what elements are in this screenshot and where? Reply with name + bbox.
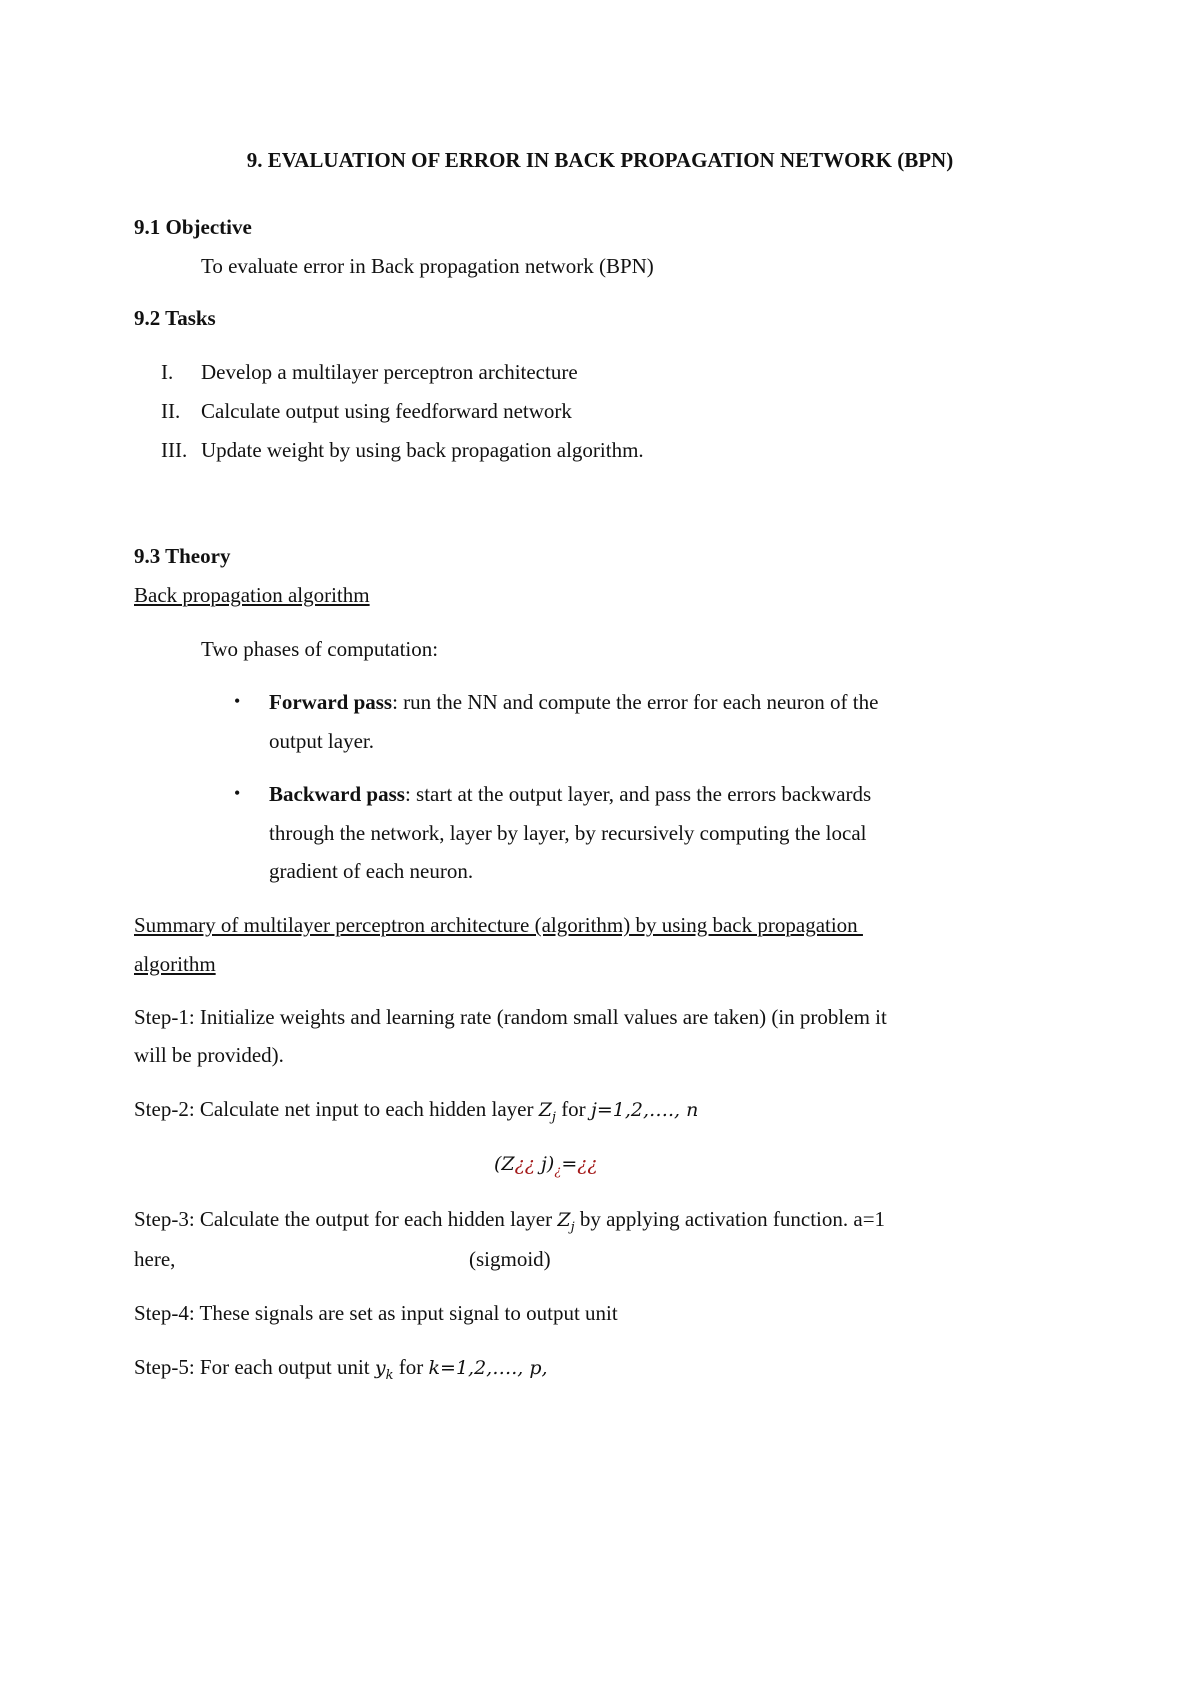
math-variable xyxy=(538,1099,556,1125)
step-3-rest: by applying activation function. a=1 xyxy=(574,1207,886,1231)
task-text: Develop a multilayer perceptron architecture xyxy=(201,360,578,384)
math-range: k=1,2,…., p, xyxy=(428,1357,548,1379)
math-variable xyxy=(557,1209,575,1235)
step-3-text xyxy=(134,1207,885,1235)
bullet-line: through the network, layer by layer, by recursively computing the local xyxy=(269,821,867,845)
theory-subheading: Back propagation algorithm xyxy=(134,583,370,607)
math-var: Z xyxy=(557,1209,571,1231)
step-5-text xyxy=(134,1355,548,1383)
objective-heading: 9.1 Objective xyxy=(134,215,252,239)
math-range: j=1,2,…., n xyxy=(590,1099,699,1121)
bullet-line xyxy=(269,782,871,807)
step-1-text: Step-1: Initialize weights and learning rate (random small values are taken) (in problem it xyxy=(134,1005,887,1029)
bullet-point: • xyxy=(234,783,241,803)
task-text: Update weight by using back propagation algorithm. xyxy=(201,438,644,462)
math-subscript: j xyxy=(570,1220,575,1235)
math-var: y xyxy=(374,1357,386,1379)
step-4-text: Step-4: These signals are set as input signal to output unit xyxy=(134,1301,618,1325)
task-number: II. xyxy=(161,399,181,423)
step-3-label: Step-3: Calculate the output for each hidden layer xyxy=(134,1207,558,1231)
math-variable xyxy=(374,1357,394,1383)
bullet-text: : start at the output layer, and pass the errors backwards xyxy=(404,782,872,806)
formula-part: (Z xyxy=(494,1153,515,1175)
bullet-term: Backward pass xyxy=(269,782,405,806)
task-number: III. xyxy=(161,438,188,462)
theory-intro: Two phases of computation: xyxy=(201,637,439,661)
step-1-text: will be provided). xyxy=(134,1043,284,1067)
formula-subscript: ¿ xyxy=(554,1164,562,1179)
step-3-line2-right: (sigmoid) xyxy=(469,1247,551,1271)
math-var: Z xyxy=(538,1099,552,1121)
bullet-line: output layer. xyxy=(269,729,374,753)
step-2-label: Step-2: Calculate net input to each hidden layer xyxy=(134,1097,539,1121)
bullet-term: Forward pass xyxy=(269,690,393,714)
math-subscript: j xyxy=(551,1110,556,1125)
bullet-text: : run the NN and compute the error for each neuron of the xyxy=(392,690,879,714)
formula-part: j) xyxy=(535,1153,555,1175)
page-title: 9. EVALUATION OF ERROR IN BACK PROPAGATION NETWORK (BPN) xyxy=(246,148,954,172)
step-5-for: for xyxy=(393,1355,429,1379)
bullet-line xyxy=(269,690,878,715)
bullet-line: gradient of each neuron. xyxy=(269,859,474,883)
formula-part: ¿¿ xyxy=(514,1153,535,1175)
step-2-text xyxy=(134,1097,698,1125)
theory-heading: 9.3 Theory xyxy=(134,544,231,568)
step-5-label: Step-5: For each output unit xyxy=(134,1355,375,1379)
summary-heading: algorithm xyxy=(134,952,216,976)
bullet-point: • xyxy=(234,691,241,711)
step-3-line2-left: here, xyxy=(134,1247,176,1271)
tasks-heading: 9.2 Tasks xyxy=(134,306,216,330)
formula-part: ¿¿ xyxy=(577,1153,598,1175)
step-2-for: for xyxy=(555,1097,591,1121)
math-subscript: k xyxy=(385,1368,394,1383)
objective-text: To evaluate error in Back propagation network (BPN) xyxy=(201,254,654,278)
task-text: Calculate output using feedforward network xyxy=(201,399,572,423)
task-number: I. xyxy=(161,360,174,384)
formula-equals: = xyxy=(561,1153,578,1175)
step-2-formula xyxy=(494,1151,598,1179)
summary-heading: Summary of multilayer perceptron architecture (algorithm) by using back propagation xyxy=(134,913,863,937)
